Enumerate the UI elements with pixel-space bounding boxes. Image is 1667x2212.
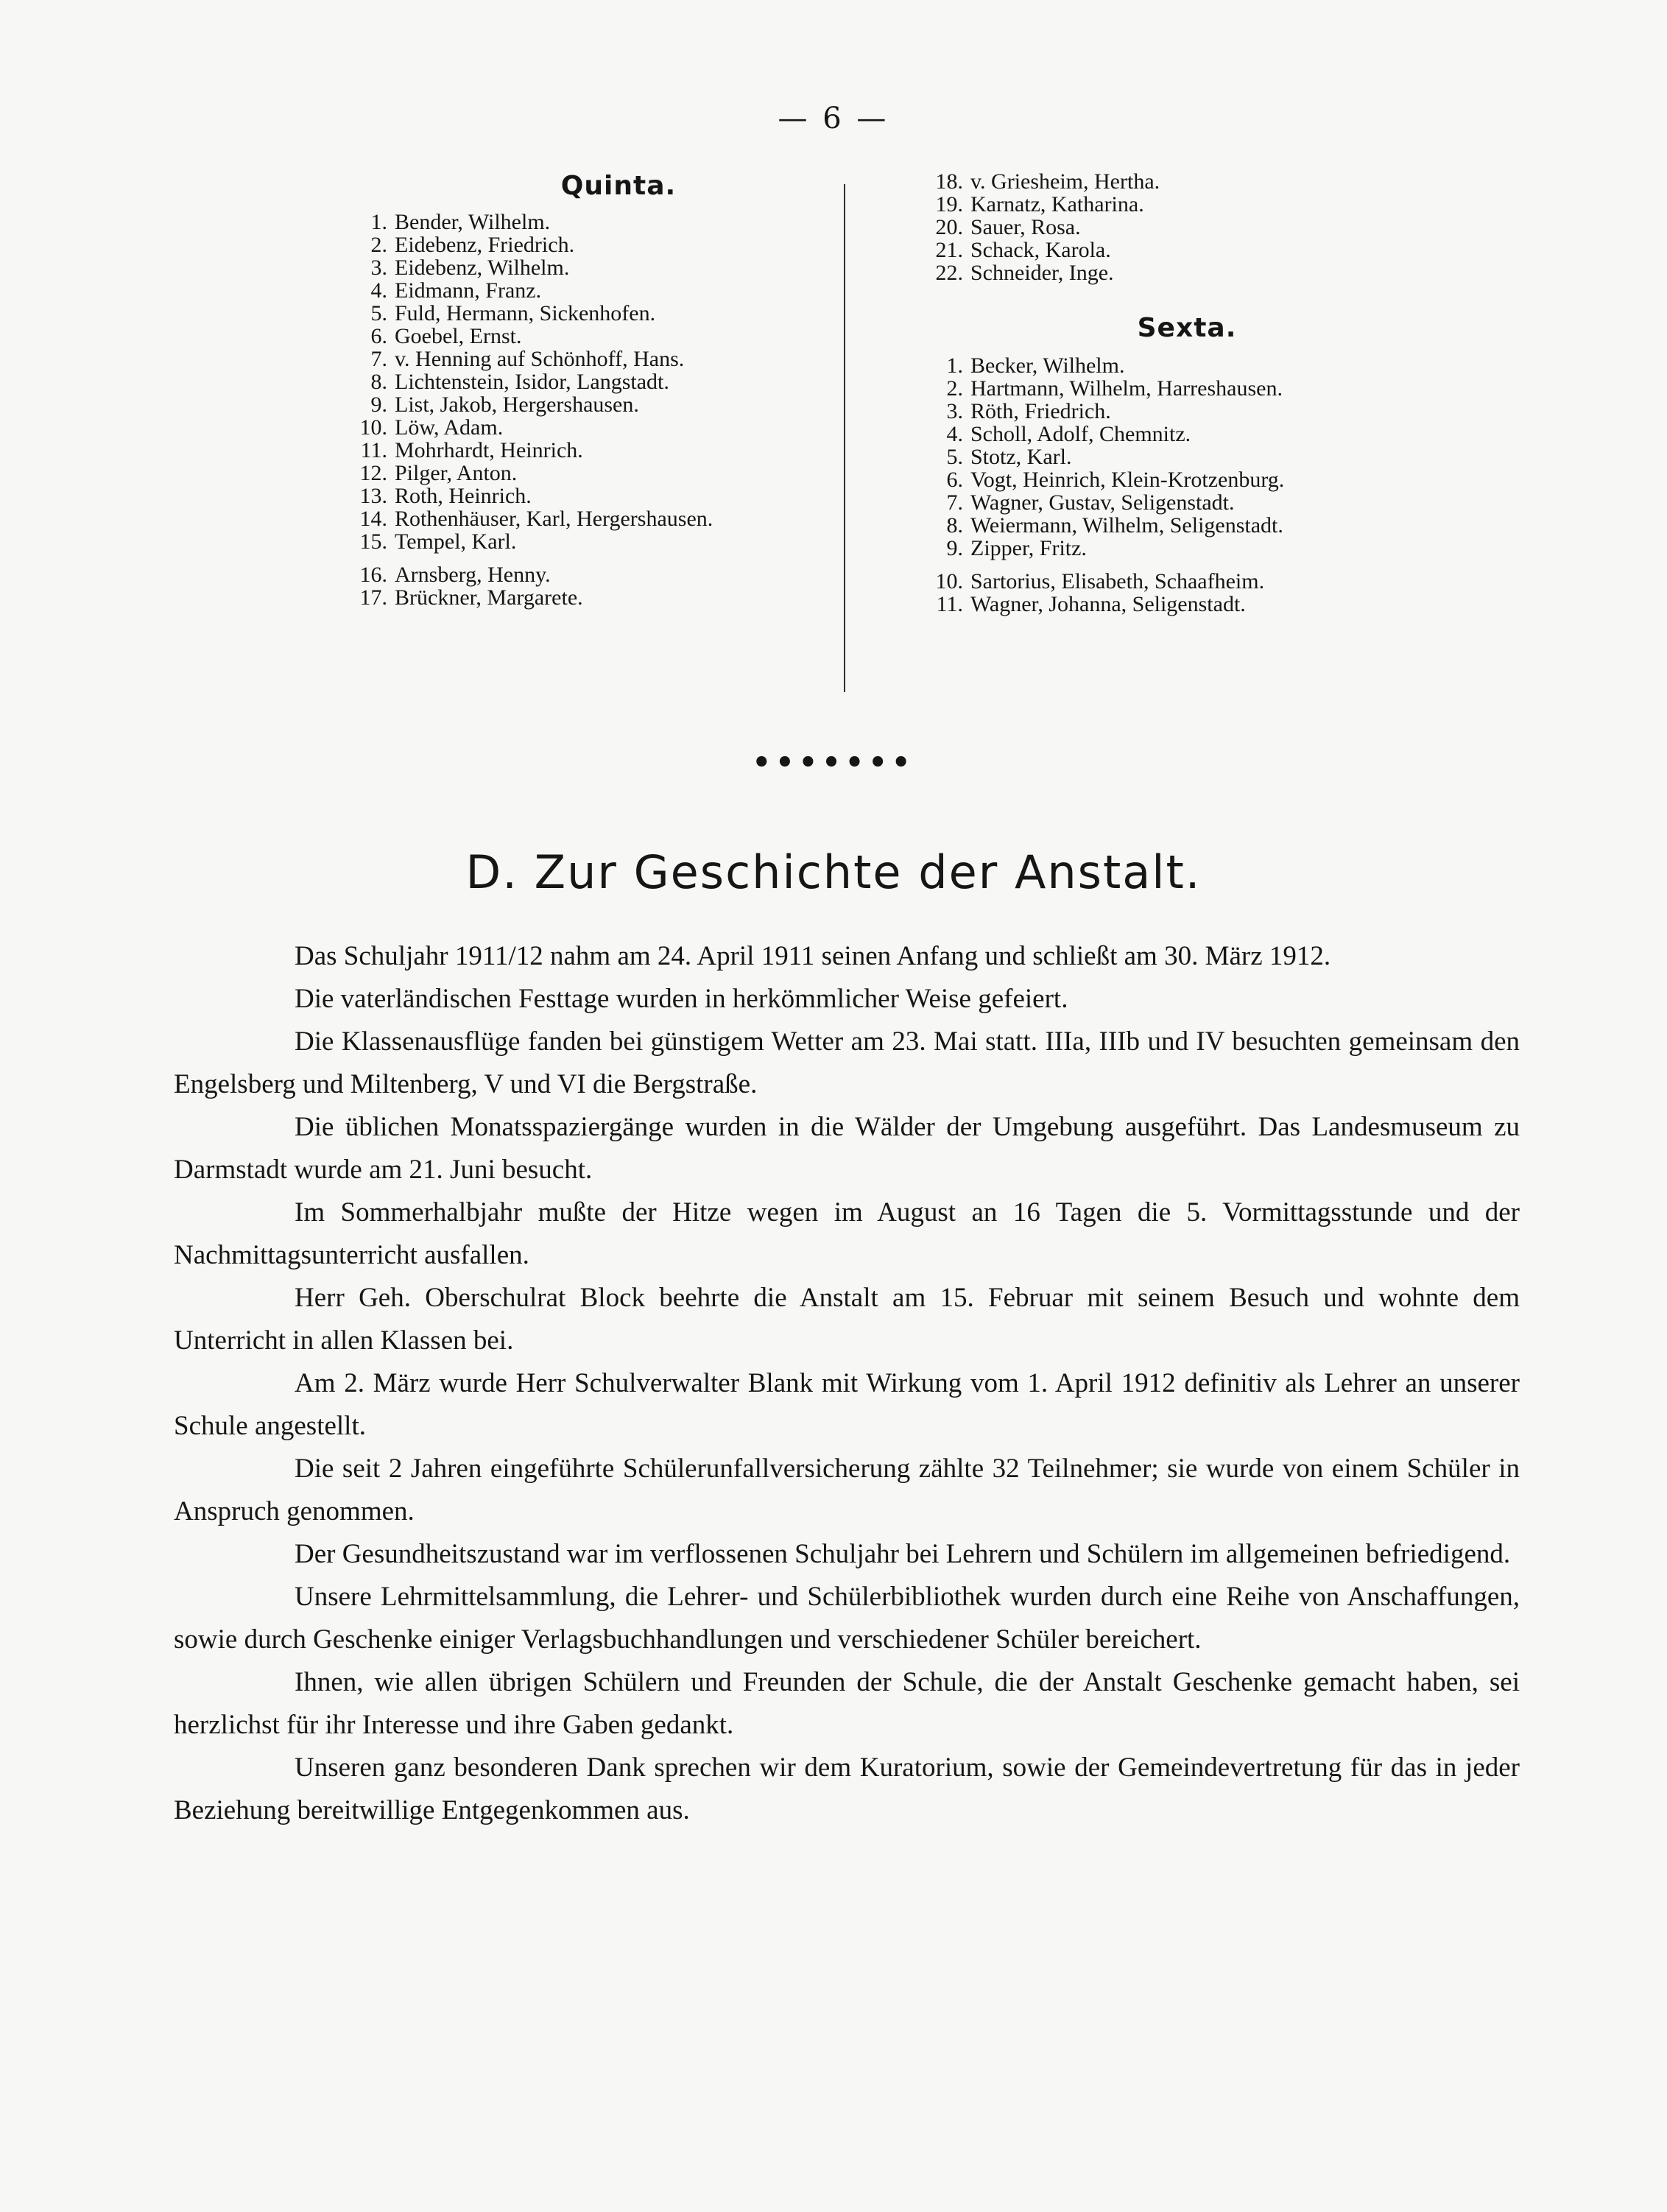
- list-item: 10. Löw, Adam.: [359, 415, 504, 440]
- list-item: 1. Bender, Wilhelm.: [370, 210, 551, 234]
- paragraph: Ihnen, wie allen übrigen Schülern und Freunden der Schule, die der Anstalt Geschenke gemacht haben, sei herzlichst für ihr Interesse und ihre Gaben gedankt.: [174, 1667, 1520, 1740]
- history-body: [174, 935, 1520, 1832]
- list-item: 11. Wagner, Johanna, Seligenstadt.: [936, 592, 1246, 616]
- list-item: 21. Schack, Karola.: [935, 238, 1111, 262]
- list-item: 6. Vogt, Heinrich, Klein-Krotzenburg.: [946, 468, 1285, 492]
- list-item: 16. Arnsberg, Henny.: [359, 563, 551, 587]
- list-item: 17. Brückner, Margarete.: [359, 585, 583, 610]
- paragraph: Am 2. März wurde Herr Schulverwalter Blank mit Wirkung vom 1. April 1912 definitiv als Lehrer an unserer Schule angestellt.: [174, 1368, 1520, 1441]
- sexta-student-list: [929, 355, 1445, 616]
- paragraph: Die üblichen Monatsspaziergänge wurden in die Wälder der Umgebung ausgeführt. Das Landesmuseum zu Darmstadt wurde am 21. Juni besucht.: [174, 1112, 1520, 1185]
- list-item: 1. Becker, Wilhelm.: [946, 353, 1125, 378]
- list-item: 8. Lichtenstein, Isidor, Langstadt.: [370, 370, 669, 394]
- list-item: 4. Scholl, Adolf, Chemnitz.: [946, 422, 1191, 446]
- list-item: 9. List, Jakob, Hergershausen.: [370, 392, 639, 417]
- list-item: 11. Mohrhardt, Heinrich.: [360, 438, 583, 462]
- paragraph: Herr Geh. Oberschulrat Block beehrte die Anstalt am 15. Februar mit seinem Besuch und wohnte dem Unterricht in allen Klassen bei.: [174, 1283, 1520, 1356]
- list-item: 12. Pilger, Anton.: [359, 461, 518, 485]
- paragraph: Unseren ganz besonderen Dank sprechen wir dem Kuratorium, sowie der Gemeindevertretung für das in jeder Beziehung bereitwillige Entgegenkommen aus.: [174, 1753, 1520, 1825]
- list-item: 2. Hartmann, Wilhelm, Harreshausen.: [946, 376, 1283, 401]
- list-item: 4. Eidmann, Franz.: [370, 278, 542, 303]
- list-item: 5. Fuld, Hermann, Sickenhofen.: [370, 301, 656, 325]
- quinta-heading: Quinta.: [560, 171, 677, 201]
- sexta-heading: Sexta.: [1137, 313, 1237, 343]
- list-item: 10. Sartorius, Elisabeth, Schaafheim.: [935, 569, 1265, 593]
- list-item: 19. Karnatz, Katharina.: [935, 192, 1144, 216]
- list-item: 5. Stotz, Karl.: [946, 445, 1072, 469]
- list-item: 7. v. Henning auf Schönhoff, Hans.: [370, 347, 685, 371]
- right-column: [929, 171, 1445, 616]
- paragraph: Im Sommerhalbjahr mußte der Hitze wegen im August an 16 Tagen die 5. Vormittagsstunde und der Nachmittagsunterricht ausfallen.: [174, 1197, 1520, 1270]
- paragraph: Die seit 2 Jahren eingeführte Schülerunfallversicherung zählte 32 Teilnehmer; sie wurde von einem Schüler in Anspruch genommen.: [174, 1454, 1520, 1526]
- list-item: 15. Tempel, Karl.: [359, 529, 517, 554]
- page-number: — 6 —: [778, 102, 889, 135]
- list-item: 3. Eidebenz, Wilhelm.: [370, 256, 570, 280]
- list-item: 8. Weiermann, Wilhelm, Seligenstadt.: [946, 513, 1283, 538]
- section-separator: •••••••: [752, 745, 915, 780]
- list-item: 2. Eidebenz, Friedrich.: [370, 233, 575, 257]
- paragraph: Die vaterländischen Festtage wurden in herkömmlicher Weise gefeiert.: [295, 984, 1068, 1014]
- list-item: 9. Zipper, Fritz.: [946, 536, 1087, 560]
- list-item: 7. Wagner, Gustav, Seligenstadt.: [946, 490, 1235, 515]
- list-item: 3. Röth, Friedrich.: [946, 399, 1111, 423]
- quinta-student-list: [353, 211, 825, 610]
- quinta-column: [353, 171, 825, 610]
- section-title: D. Zur Geschichte der Anstalt.: [465, 845, 1202, 899]
- column-divider: [844, 184, 845, 692]
- list-item: 6. Goebel, Ernst.: [370, 324, 522, 348]
- paragraph: Das Schuljahr 1911/12 nahm am 24. April 1911 seinen Anfang und schließt am 30. März 1912.: [295, 941, 1331, 971]
- paragraph: Der Gesundheitszustand war im verflossenen Schuljahr bei Lehrern und Schülern im allgemeinen befriedigend.: [295, 1539, 1511, 1569]
- paragraph: Unsere Lehrmittelsammlung, die Lehrer- und Schülerbibliothek wurden durch eine Reihe von Anschaffungen, sowie durch Geschenke einiger Verlagsbuchhandlungen und verschiedener Schüler bereichert.: [174, 1582, 1520, 1655]
- paragraph: Die Klassenausflüge fanden bei günstigem Wetter am 23. Mai statt. IIIa, IIIb und IV besuchten gemeinsam den Engelsberg und Miltenberg, V und VI die Bergstraße.: [174, 1026, 1520, 1099]
- list-item: 18. v. Griesheim, Hertha.: [935, 169, 1160, 194]
- list-item: 22. Schneider, Inge.: [935, 261, 1114, 285]
- quinta-student-list-continued: [929, 171, 1445, 285]
- list-item: 13. Roth, Heinrich.: [359, 484, 532, 508]
- list-item: 14. Rothenhäuser, Karl, Hergershausen.: [359, 507, 713, 531]
- list-item: 20. Sauer, Rosa.: [935, 215, 1081, 239]
